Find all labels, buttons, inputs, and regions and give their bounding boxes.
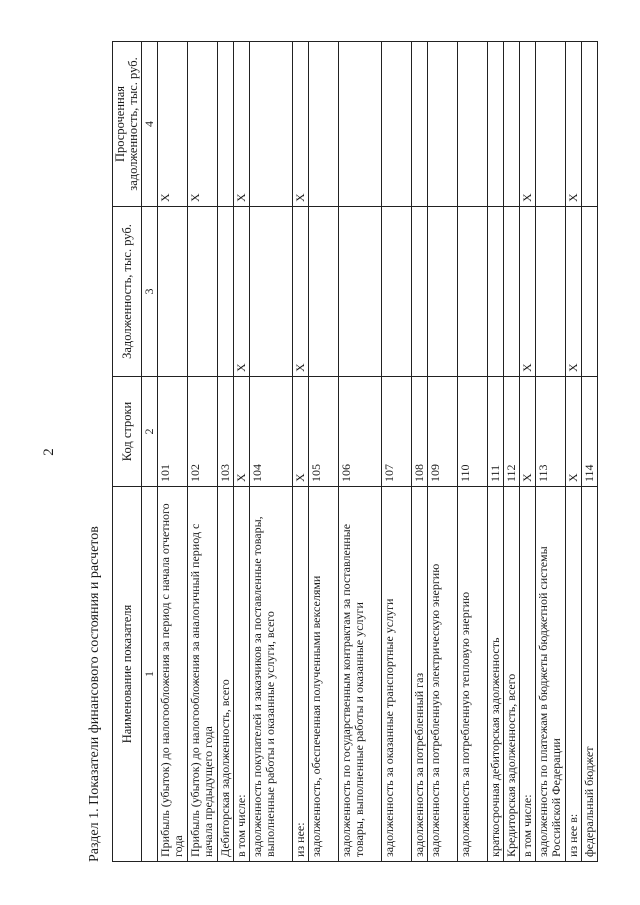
row-overdue (412, 42, 428, 207)
column-number: 1 (142, 487, 158, 862)
row-code: 105 (309, 377, 339, 487)
rotated-page (40, 42, 600, 862)
table-row (504, 42, 520, 862)
row-overdue: X (566, 42, 582, 207)
row-name: задолженность по платежам в бюджеты бюджетной системы Российской Федерации (536, 487, 566, 862)
row-name: краткосрочная дебиторская задолженность (488, 487, 504, 862)
table-row (412, 42, 428, 862)
table-row (293, 42, 309, 862)
row-overdue (339, 42, 382, 207)
row-code: X (293, 377, 309, 487)
row-debt (458, 207, 488, 377)
table-row (428, 42, 458, 862)
column-number: 4 (142, 42, 158, 207)
table-row (218, 42, 234, 862)
header-debt: Задолженность, тыс. руб. (113, 207, 142, 377)
column-number: 2 (142, 377, 158, 487)
row-name: задолженность покупателей и заказчиков за поставленные товары, выполненные работы и оказанные услуги, всего (250, 487, 293, 862)
row-debt (504, 207, 520, 377)
row-overdue (488, 42, 504, 207)
row-code: 101 (158, 377, 188, 487)
table-row (250, 42, 293, 862)
row-overdue (582, 42, 598, 207)
row-code: 102 (188, 377, 218, 487)
row-debt (488, 207, 504, 377)
row-name: задолженность за оказанные транспортные услуги (382, 487, 412, 862)
row-code: 114 (582, 377, 598, 487)
row-debt (309, 207, 339, 377)
row-overdue (536, 42, 566, 207)
row-overdue: X (158, 42, 188, 207)
header-name: Наименование показателя (113, 487, 142, 862)
row-code: 110 (458, 377, 488, 487)
row-debt (412, 207, 428, 377)
page-number: 2 (41, 448, 57, 456)
row-code: 106 (339, 377, 382, 487)
row-code: 107 (382, 377, 412, 487)
table-row (309, 42, 339, 862)
row-overdue: X (520, 42, 536, 207)
row-name: Кредиторская задолженность, всего (504, 487, 520, 862)
header-code: Код строки (113, 377, 142, 487)
table-row (488, 42, 504, 862)
row-debt: X (566, 207, 582, 377)
row-overdue: X (293, 42, 309, 207)
row-code: 104 (250, 377, 293, 487)
row-debt: X (520, 207, 536, 377)
row-overdue (250, 42, 293, 207)
row-overdue (382, 42, 412, 207)
table-row (458, 42, 488, 862)
table-row (234, 42, 250, 862)
row-name: задолженность за потребленную тепловую энергию (458, 487, 488, 862)
row-code: X (566, 377, 582, 487)
table-row (536, 42, 566, 862)
table-row (382, 42, 412, 862)
row-debt (582, 207, 598, 377)
row-code: 109 (428, 377, 458, 487)
row-overdue (458, 42, 488, 207)
table-row (566, 42, 582, 862)
row-name: Прибыль (убыток) до налогообложения за период с начала отчетного года (158, 487, 188, 862)
row-overdue (428, 42, 458, 207)
row-name: задолженность по государственным контрактам за поставленные товары, выполненные работы и оказанные услуги (339, 487, 382, 862)
row-code: 112 (504, 377, 520, 487)
row-overdue: X (188, 42, 218, 207)
row-name: задолженность за потребленный газ (412, 487, 428, 862)
row-name: федеральный бюджет (582, 487, 598, 862)
row-name: Прибыль (убыток) до налогообложения за аналогичный период с начала предыдущего года (188, 487, 218, 862)
row-code: 113 (536, 377, 566, 487)
row-code: X (234, 377, 250, 487)
row-debt (158, 207, 188, 377)
section-title: Раздел 1. Показатели финансового состояния и расчетов (87, 526, 102, 862)
row-code: 108 (412, 377, 428, 487)
row-overdue (504, 42, 520, 207)
row-debt (536, 207, 566, 377)
column-number-row (142, 42, 158, 862)
row-debt: X (234, 207, 250, 377)
row-name: в том числе: (234, 487, 250, 862)
row-name: из нее в: (566, 487, 582, 862)
header-overdue: Просроченная задолженность, тыс. руб. (113, 42, 142, 207)
table-row (188, 42, 218, 862)
row-overdue (218, 42, 234, 207)
table-row (158, 42, 188, 862)
table-row (339, 42, 382, 862)
row-debt (339, 207, 382, 377)
row-code: X (520, 377, 536, 487)
row-code: 103 (218, 377, 234, 487)
row-code: 111 (488, 377, 504, 487)
table-row (520, 42, 536, 862)
column-number: 3 (142, 207, 158, 377)
table-row (582, 42, 598, 862)
header-row (113, 42, 142, 862)
row-debt (188, 207, 218, 377)
row-overdue: X (234, 42, 250, 207)
row-debt: X (293, 207, 309, 377)
row-name: в том числе: (520, 487, 536, 862)
row-debt (250, 207, 293, 377)
row-overdue (309, 42, 339, 207)
row-name: задолженность, обеспеченная полученными векселями (309, 487, 339, 862)
row-name: Дебиторская задолженность, всего (218, 487, 234, 862)
row-debt (428, 207, 458, 377)
row-name: из нее: (293, 487, 309, 862)
row-debt (218, 207, 234, 377)
row-debt (382, 207, 412, 377)
financial-indicators-table (112, 41, 598, 862)
row-name: задолженность за потребленную электрическую энергию (428, 487, 458, 862)
